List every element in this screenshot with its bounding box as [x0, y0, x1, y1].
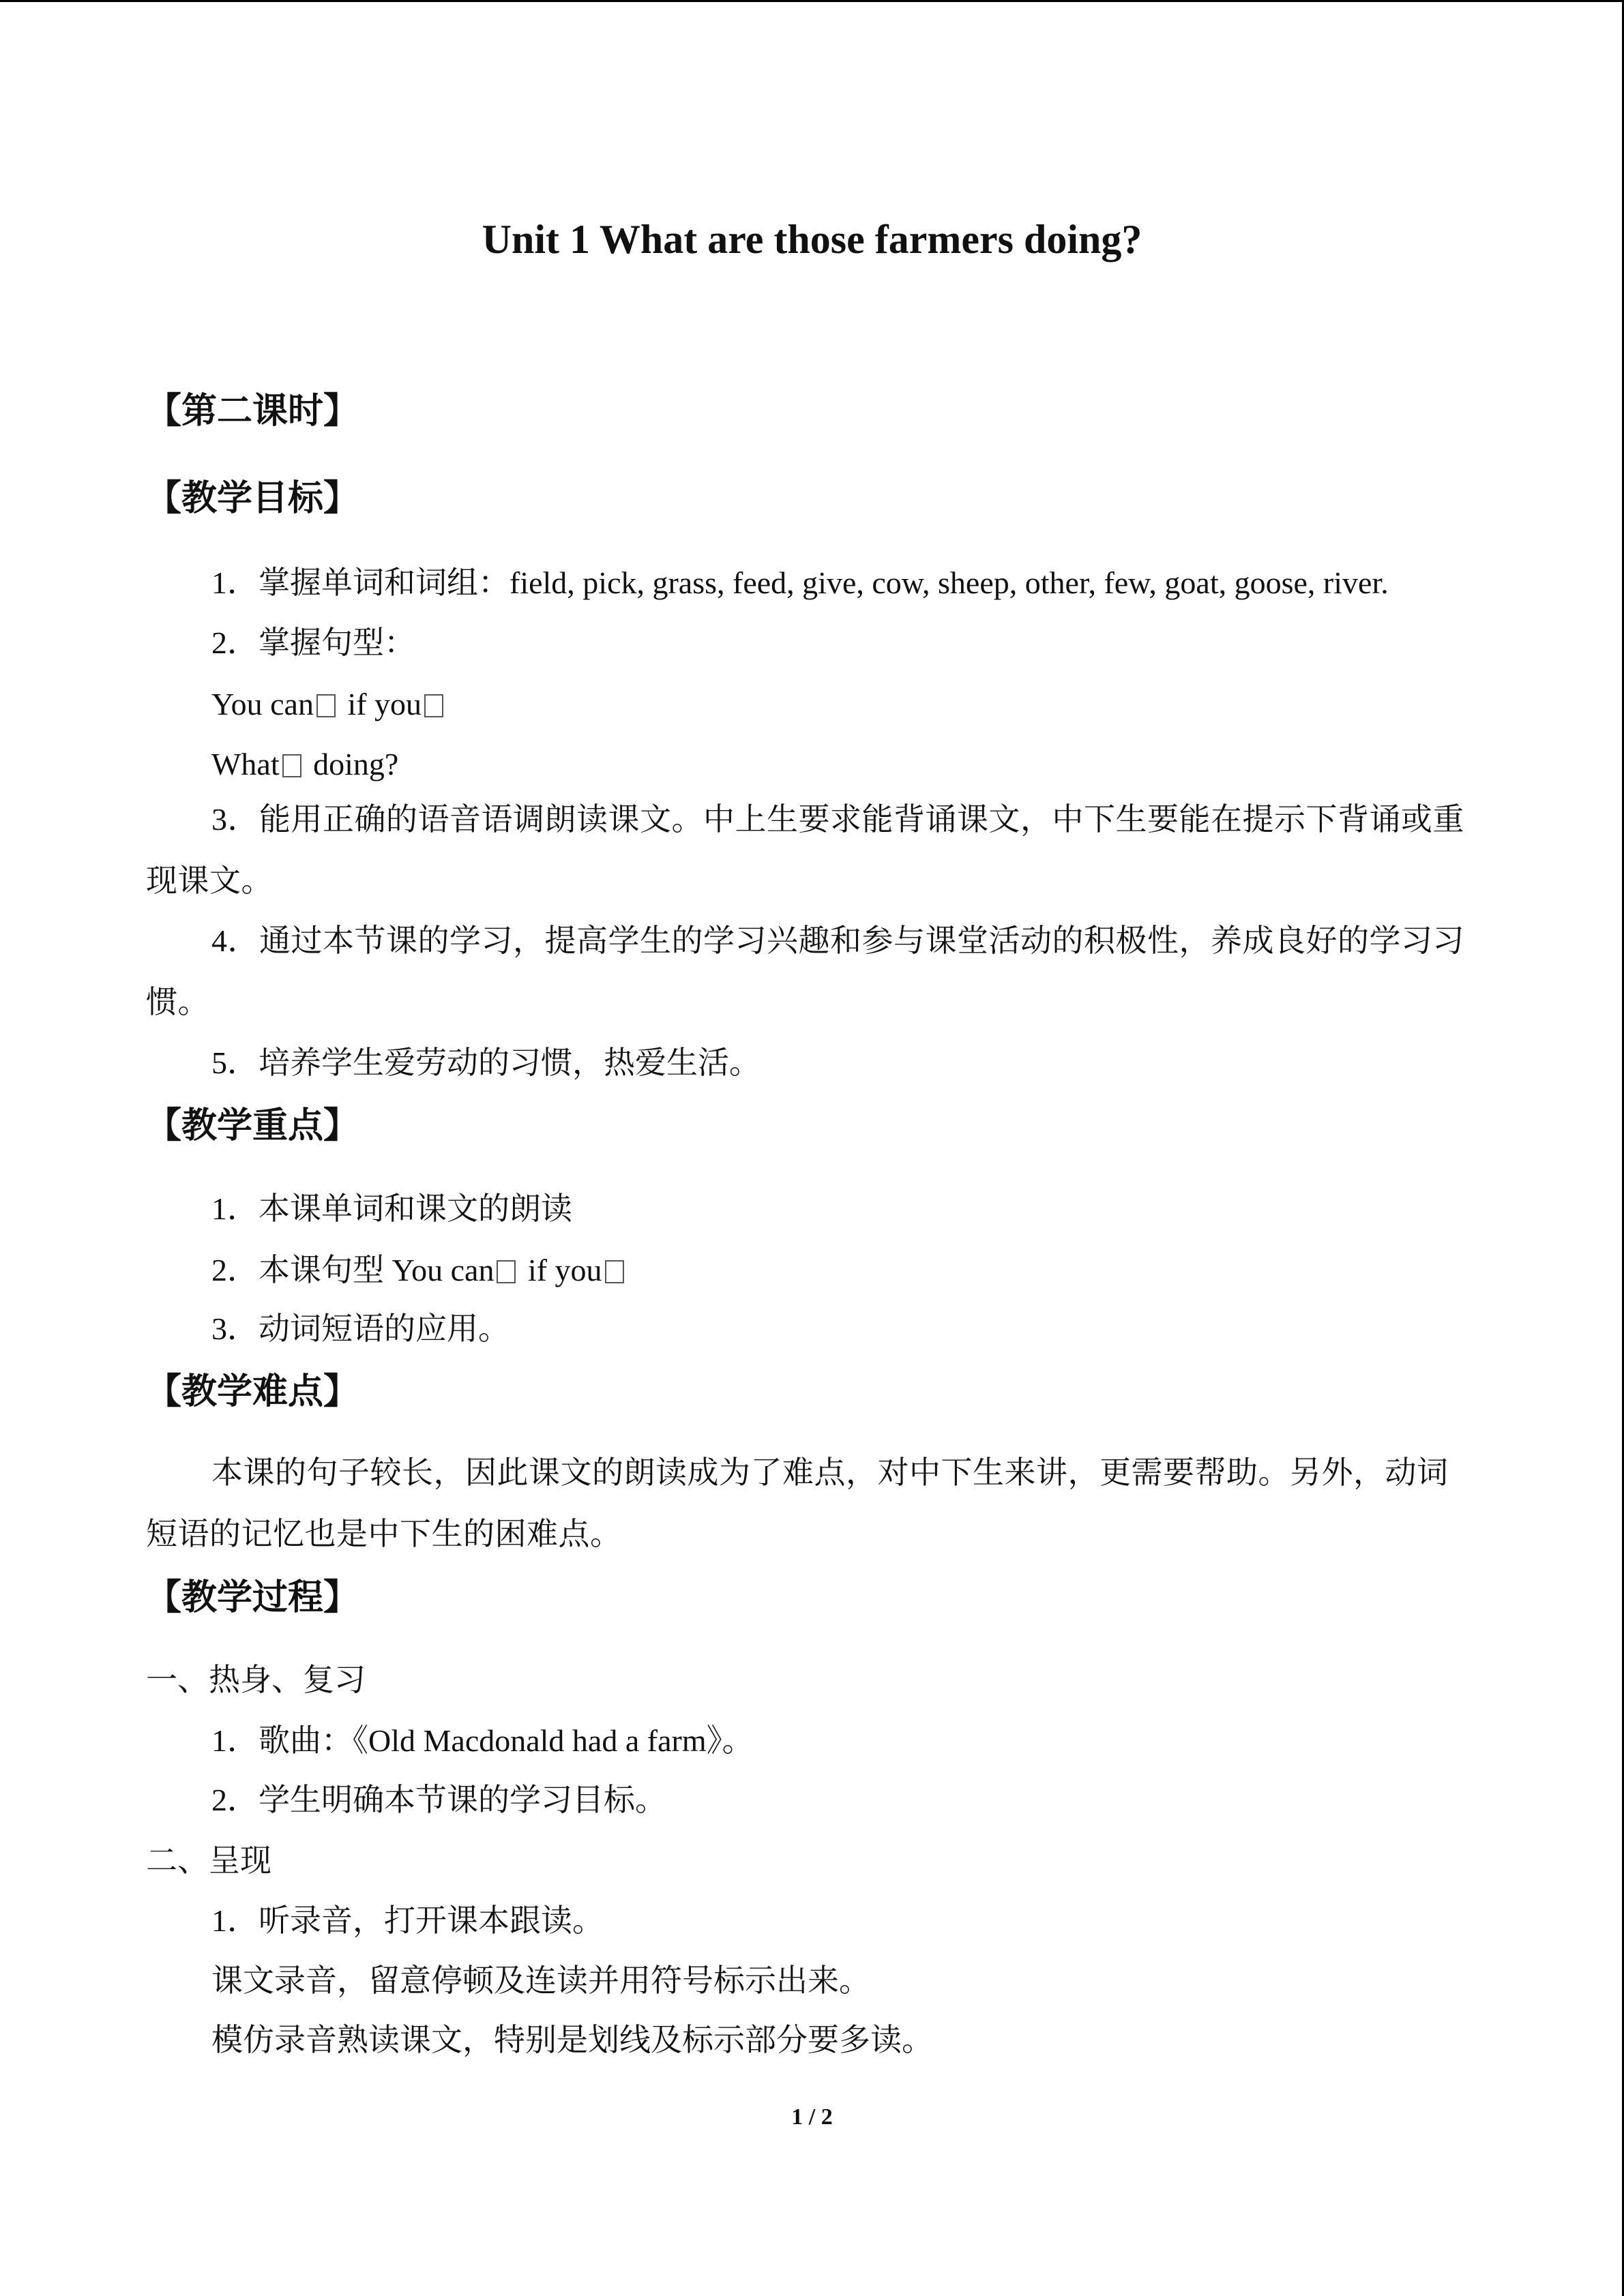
sentence-pattern-1-part-a: You can: [211, 687, 314, 721]
page-title: Unit 1 What are those farmers doing?: [482, 217, 1142, 262]
heading-process: 【教学过程】: [146, 1579, 359, 1617]
sentence-pattern-2-part-a: What: [211, 747, 280, 781]
heading-lesson: 【第二课时】: [146, 392, 359, 431]
blank-box: [316, 694, 336, 717]
key-point-item-2-part-b: if you: [520, 1253, 602, 1287]
process-part-2-item-1: 1．听录音，打开课本跟读。: [211, 1903, 604, 1938]
heading-difficulties: 【教学难点】: [146, 1373, 359, 1412]
objective-item-1: 1．掌握单词和词组：field, pick, grass, feed, give, cow, sheep, other, few, goat, goose, river.: [211, 565, 1389, 600]
page-number: 1 / 2: [791, 2104, 833, 2130]
blank-box: [497, 1260, 516, 1283]
process-part-1-item-1: 1．歌曲：《Old Macdonald had a farm》。: [211, 1723, 754, 1758]
sentence-pattern-2: [211, 745, 398, 784]
process-part-2-title: 二、呈现: [146, 1843, 271, 1878]
sentence-pattern-2-part-b: doing?: [305, 747, 399, 781]
objective-item-4: 4．通过本节课的学习，提高学生的学习兴趣和参与课堂活动的积极性，养成良好的学习习惯。: [146, 923, 1464, 1019]
process-part-2-line-3: 模仿录音熟读课文，特别是划线及标示部分要多读。: [211, 2023, 933, 2057]
key-point-item-2-part-a: 2．本课句型 You can: [211, 1253, 494, 1287]
process-part-1-item-2: 2．学生明确本节课的学习目标。: [211, 1783, 666, 1817]
heading-key-points: 【教学重点】: [146, 1107, 359, 1146]
key-point-item-2: [211, 1251, 628, 1290]
objective-item-5: 5．培养学生爱劳动的习惯，热爱生活。: [211, 1045, 761, 1080]
blank-box: [282, 754, 301, 777]
heading-objectives: 【教学目标】: [146, 479, 359, 518]
sentence-pattern-1-part-b: if you: [339, 687, 422, 721]
objective-item-2: 2．掌握句型：: [211, 625, 415, 660]
key-point-item-1: 1．本课单词和课文的朗读: [211, 1191, 572, 1226]
process-part-2-line-2: 课文录音，留意停顿及连读并用符号标示出来。: [211, 1963, 870, 1998]
blank-box: [605, 1260, 624, 1283]
page-border-top: [0, 0, 1624, 2]
difficulties-text: 本课的句子较长，因此课文的朗读成为了难点，对中下生来讲，更需要帮助。另外，动词短语的记忆也是中下生的困难点。: [146, 1455, 1449, 1551]
objective-item-3: 3．能用正确的语音语调朗读课文。中上生要求能背诵课文，中下生要能在提示下背诵或重现课文。: [146, 802, 1464, 898]
process-part-1-title: 一、热身、复习: [146, 1663, 366, 1697]
blank-box: [424, 694, 443, 717]
key-point-item-3: 3．动词短语的应用。: [211, 1311, 510, 1346]
sentence-pattern-1: [211, 685, 447, 724]
